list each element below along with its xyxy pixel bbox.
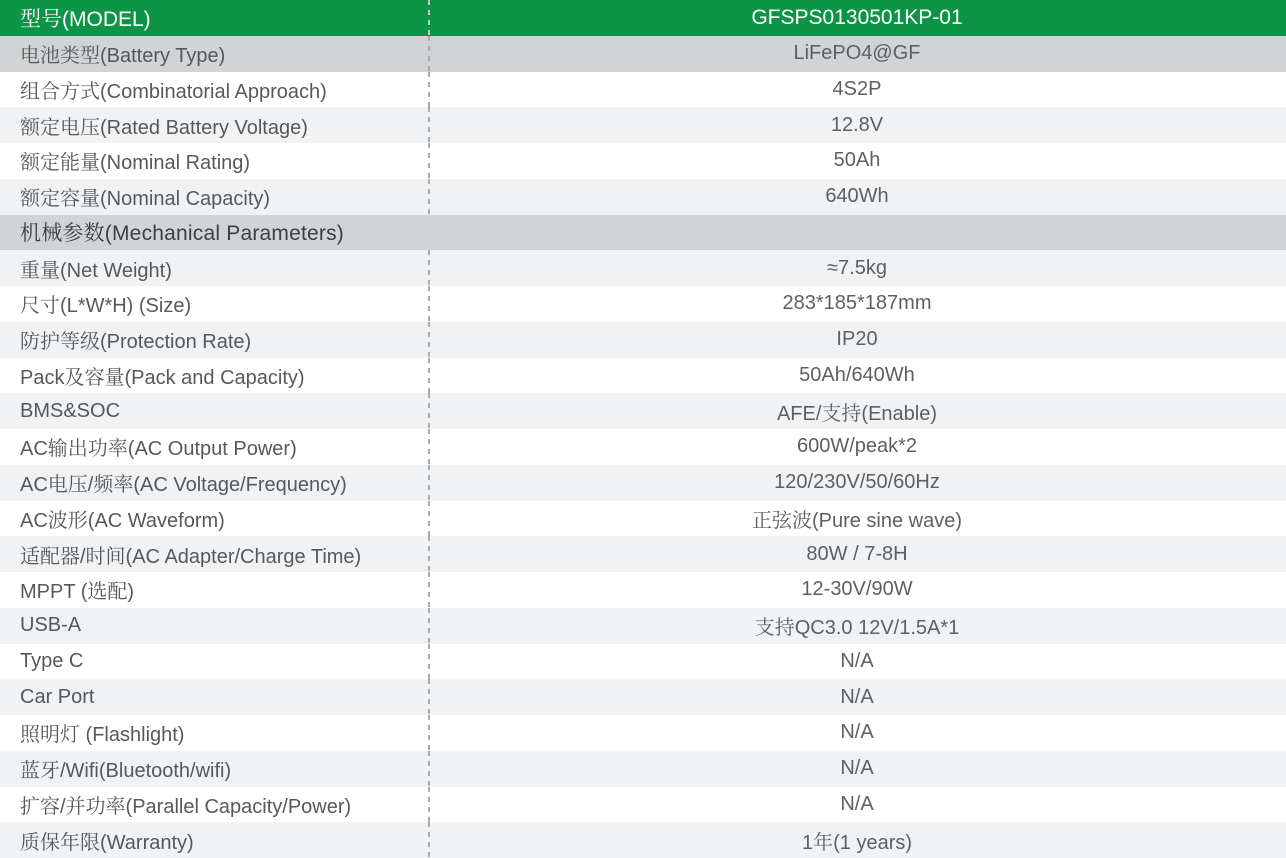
spec-label: 尺寸(L*W*H) (Size) — [20, 295, 192, 318]
column-divider-dashed — [428, 72, 430, 108]
spec-value: 640Wh — [825, 185, 889, 208]
spec-label: 适配器/时间(AC Adapter/Charge Time) — [20, 545, 362, 568]
spec-row — [0, 536, 1286, 572]
column-divider-dashed — [428, 393, 430, 429]
spec-row — [0, 679, 1286, 715]
column-divider-dashed — [428, 644, 430, 680]
spec-row — [0, 822, 1286, 858]
spec-row — [0, 107, 1286, 143]
column-divider-dashed — [428, 179, 430, 215]
spec-label: 照明灯 (Flashlight) — [20, 724, 185, 747]
spec-value: 120/230V/50/60Hz — [774, 471, 940, 494]
spec-label: Type C — [20, 649, 84, 672]
column-divider-dashed — [428, 822, 430, 858]
column-divider-dashed — [428, 250, 430, 286]
spec-label: 防护等级(Protection Rate) — [20, 331, 252, 354]
column-divider-dashed — [428, 429, 430, 465]
spec-row — [0, 179, 1286, 215]
spec-row — [0, 465, 1286, 501]
spec-label: AC电压/频率(AC Voltage/Frequency) — [20, 474, 347, 497]
spec-row — [0, 358, 1286, 394]
column-divider-dashed — [428, 787, 430, 823]
spec-value: IP20 — [836, 328, 878, 351]
section-title: 机械参数(Mechanical Parameters) — [20, 222, 344, 246]
spec-value: N/A — [840, 757, 874, 780]
spec-label: BMS&SOC — [20, 399, 121, 422]
column-divider-dashed — [428, 36, 430, 72]
spec-value: 支持QC3.0 12V/1.5A*1 — [754, 617, 960, 640]
column-divider-dashed — [428, 286, 430, 322]
spec-value: 12-30V/90W — [801, 578, 913, 601]
column-divider-dashed — [428, 679, 430, 715]
spec-label: 额定容量(Nominal Capacity) — [20, 188, 271, 211]
column-divider-dashed — [428, 572, 430, 608]
spec-rows-container — [0, 36, 1286, 858]
spec-value: 283*185*187mm — [782, 292, 932, 315]
spec-label: Car Port — [20, 685, 95, 708]
spec-value: N/A — [840, 649, 874, 672]
spec-label: AC输出功率(AC Output Power) — [20, 438, 297, 461]
spec-row — [0, 572, 1286, 608]
spec-row — [0, 644, 1286, 680]
spec-value: 正弦波(Pure sine wave) — [751, 509, 963, 532]
column-divider-dashed — [428, 715, 430, 751]
column-divider-dashed — [428, 322, 430, 358]
column-divider-dashed — [428, 358, 430, 394]
spec-row — [0, 501, 1286, 537]
column-divider-dashed — [428, 536, 430, 572]
spec-label: 额定能量(Nominal Rating) — [20, 152, 251, 175]
model-number-value: GFSPS0130501KP-01 — [751, 5, 963, 29]
column-divider-dashed — [428, 751, 430, 787]
spec-value: N/A — [840, 721, 874, 744]
spec-value: 80W / 7-8H — [806, 542, 908, 565]
column-divider-dashed — [428, 107, 430, 143]
spec-label: 扩容/并功率(Parallel Capacity/Power) — [20, 795, 352, 818]
column-divider-dashed — [428, 465, 430, 501]
column-divider-dashed — [428, 0, 430, 36]
spec-value: N/A — [840, 792, 874, 815]
section-header-row — [0, 215, 1286, 251]
spec-row — [0, 787, 1286, 823]
spec-value: N/A — [840, 685, 874, 708]
spec-row — [0, 250, 1286, 286]
spec-label: 电池类型(Battery Type) — [20, 45, 226, 68]
spec-value: LiFePO4@GF — [793, 42, 921, 65]
spec-label: USB-A — [20, 614, 82, 637]
spec-label: Pack及容量(Pack and Capacity) — [20, 366, 305, 389]
spec-row — [0, 715, 1286, 751]
spec-row — [0, 143, 1286, 179]
spec-label: 组合方式(Combinatorial Approach) — [20, 80, 327, 103]
table-header-row — [0, 0, 1286, 36]
spec-value: AFE/支持(Enable) — [776, 402, 938, 425]
spec-value: 1年(1 years) — [801, 831, 913, 854]
spec-label: 额定电压(Rated Battery Voltage) — [20, 116, 308, 139]
model-header-label: 型号(MODEL) — [20, 7, 151, 31]
column-divider-dashed — [428, 501, 430, 537]
spec-row — [0, 72, 1286, 108]
spec-value: 600W/peak*2 — [796, 435, 918, 458]
spec-row — [0, 36, 1286, 72]
spec-label: MPPT (选配) — [20, 581, 135, 604]
spec-label: AC波形(AC Waveform) — [20, 509, 225, 532]
spec-value: ≈7.5kg — [827, 256, 887, 279]
spec-row — [0, 286, 1286, 322]
spec-row — [0, 608, 1286, 644]
spec-value: 12.8V — [830, 113, 884, 136]
spec-row — [0, 429, 1286, 465]
column-divider-dashed — [428, 143, 430, 179]
column-divider-dashed — [428, 608, 430, 644]
spec-row — [0, 322, 1286, 358]
spec-label: 蓝牙/Wifi(Bluetooth/wifi) — [20, 760, 232, 783]
spec-row — [0, 393, 1286, 429]
spec-row — [0, 751, 1286, 787]
spec-label: 质保年限(Warranty) — [20, 831, 194, 854]
spec-value: 4S2P — [832, 77, 882, 100]
spec-label: 重量(Net Weight) — [20, 259, 172, 282]
spec-value: 50Ah/640Wh — [799, 363, 915, 386]
spec-value: 50Ah — [833, 149, 881, 172]
